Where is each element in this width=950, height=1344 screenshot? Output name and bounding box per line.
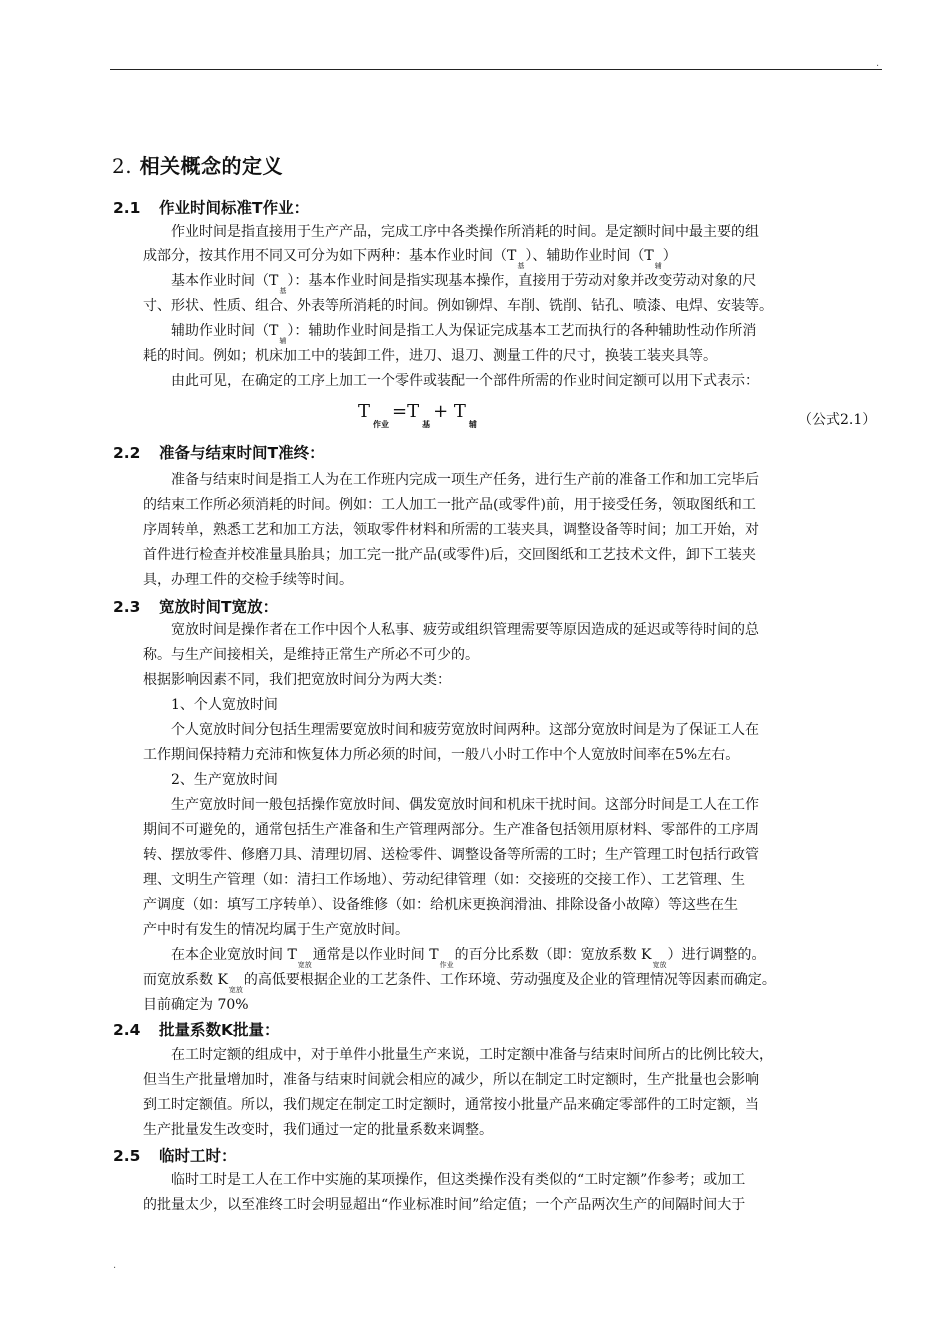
paragraph-line: 生产宽放时间一般包括操作宽放时间、偶发宽放时间和机床干扰时间。这部分时间是工人在工作	[171, 797, 759, 813]
section-title: 相关概念的定义	[139, 154, 284, 178]
paragraph-line: 作业时间是指直接用于生产产品，完成工序中各类操作所消耗的时间。是定额时间中最主要的组	[171, 224, 759, 240]
heading-2-1: 2.1 作业时间标准T作业：	[113, 199, 310, 217]
paragraph-line: 临时工时是工人在工作中实施的某项操作，但这类操作没有类似的“工时定额”作参考；或加工	[171, 1172, 746, 1188]
paragraph-line: 辅助作业时间$(T_辅)$：辅助作业时间是指工人为保证完成基本工艺而执行的各种辅助性动作所消	[171, 323, 757, 345]
heading-2-4: 2.4 批量系数K批量：	[113, 1021, 280, 1039]
paragraph-line: 首件进行检查并校准量具胎具；加工完一批产品(或零件)后，交回图纸和工艺技术文件，卸下工装夹	[143, 547, 756, 563]
footer-dot: .	[113, 1260, 117, 1271]
paragraph-line: 理、文明生产管理（如：清扫工作场地）、劳动纪律管理（如：交接班的交接工作）、工艺管理、生	[143, 872, 745, 888]
paragraph-line: 称。与生产间接相关，是维持正常生产所必不可少的。	[143, 647, 479, 663]
formula-2-1: $T_{作业}=T_基+ T_辅$	[358, 401, 477, 429]
heading-2-5: 2.5 临时工时：	[113, 1147, 237, 1165]
paragraph-line: 转、摆放零件、修磨刀具、清理切屑、送检零件、调整设备等所需的工时；生产管理工时包括行政管	[143, 847, 759, 863]
paragraph-line: 由此可见，在确定的工序上加工一个零件或装配一个部件所需的作业时间定额可以用下式表示：	[171, 373, 759, 389]
paragraph-line: 准备与结束时间是指工人为在工作班内完成一项生产任务，进行生产前的准备工作和加工完毕后	[171, 472, 759, 488]
heading-2-2: 2.2 准备与结束时间T准终：	[113, 444, 325, 462]
paragraph-line: 在工时定额的组成中，对于单件小批量生产来说，工时定额中准备与结束时间所占的比例比较大，	[171, 1047, 773, 1063]
paragraph-line: 寸、形状、性质、组合、外表等所消耗的时间。例如铆焊、车削、铣削、钻孔、喷漆、电焊、安装等。	[143, 298, 773, 314]
paragraph-line: 成部分，按其作用不同又可分为如下两种：基本作业时间$(T_基)$、辅助作业时间$(T_辅)$	[143, 248, 677, 270]
section-heading	[112, 150, 283, 179]
paragraph-line: 基本作业时间$(T_基)$：基本作业时间是指实现基本操作，直接用于劳动对象并改变劳动对象的尺	[171, 273, 757, 295]
header-dot: .	[876, 58, 880, 69]
paragraph-line: 在本企业宽放时间 $T_{宽放}$通常是以作业时间 $T_{作业}$的百分比系数（即：宽放系数 $K_{宽放}$）进行调整的。	[171, 947, 766, 969]
paragraph-line: 个人宽放时间分包括生理需要宽放时间和疲劳宽放时间两种。这部分宽放时间是为了保证工人在	[171, 722, 759, 738]
paragraph-line: 而宽放系数 $K_{宽放}$的高低要根据企业的工艺条件、工作环境、劳动强度及企业的管理情况等因素而确定。	[143, 972, 776, 994]
paragraph-line: 的结束工作所必须消耗的时间。例如：工人加工一批产品(或零件)前，用于接受任务，领取图纸和工	[143, 497, 756, 513]
paragraph-line: 的批量太少，以至准终工时会明显超出“作业标准时间”给定值；一个产品两次生产的间隔时间大于	[143, 1197, 746, 1213]
paragraph-line: 到工时定额值。所以，我们规定在制定工时定额时，通常按小批量产品来确定零部件的工时定额，当	[143, 1097, 759, 1113]
paragraph-line: 期间不可避免的，通常包括生产准备和生产管理两部分。生产准备包括领用原材料、零部件的工序周	[143, 822, 759, 838]
paragraph-line: 序周转单，熟悉工艺和加工方法，领取零件材料和所需的工装夹具，调整设备等时间；加工开始，对	[143, 522, 759, 538]
paragraph-line: 1、个人宽放时间	[171, 697, 278, 713]
paragraph-line: 宽放时间是操作者在工作中因个人私事、疲劳或组织管理需要等原因造成的延迟或等待时间的总	[171, 622, 759, 638]
paragraph-line: 耗的时间。例如；机床加工中的装卸工件，进刀、退刀、测量工件的尺寸，换装工装夹具等。	[143, 348, 717, 364]
heading-2-3: 2.3 宽放时间T宽放：	[113, 598, 279, 616]
formula-number: （公式2.1）	[798, 412, 877, 428]
paragraph-line: 产中时有发生的情况均属于生产宽放时间。	[143, 922, 409, 938]
section-number: 2.	[112, 154, 133, 178]
paragraph-line: 产调度（如：填写工序转单）、设备维修（如：给机床更换润滑油、排除设备小故障）等这些在生	[143, 897, 738, 913]
paragraph-line: 但当生产批量增加时，准备与结束时间就会相应的减少，所以在制定工时定额时，生产批量也会影响	[143, 1072, 759, 1088]
paragraph-line: 根据影响因素不同，我们把宽放时间分为两大类：	[143, 672, 451, 688]
paragraph-line: 具，办理工件的交检手续等时间。	[143, 572, 353, 588]
header-rule	[110, 69, 882, 70]
paragraph-line: 工作期间保持精力充沛和恢复体力所必须的时间，一般八小时工作中个人宽放时间率在5%左右。	[143, 747, 740, 763]
paragraph-line: 目前确定为 70%	[143, 997, 249, 1013]
paragraph-line: 2、生产宽放时间	[171, 772, 278, 788]
paragraph-line: 生产批量发生改变时，我们通过一定的批量系数来调整。	[143, 1122, 493, 1138]
